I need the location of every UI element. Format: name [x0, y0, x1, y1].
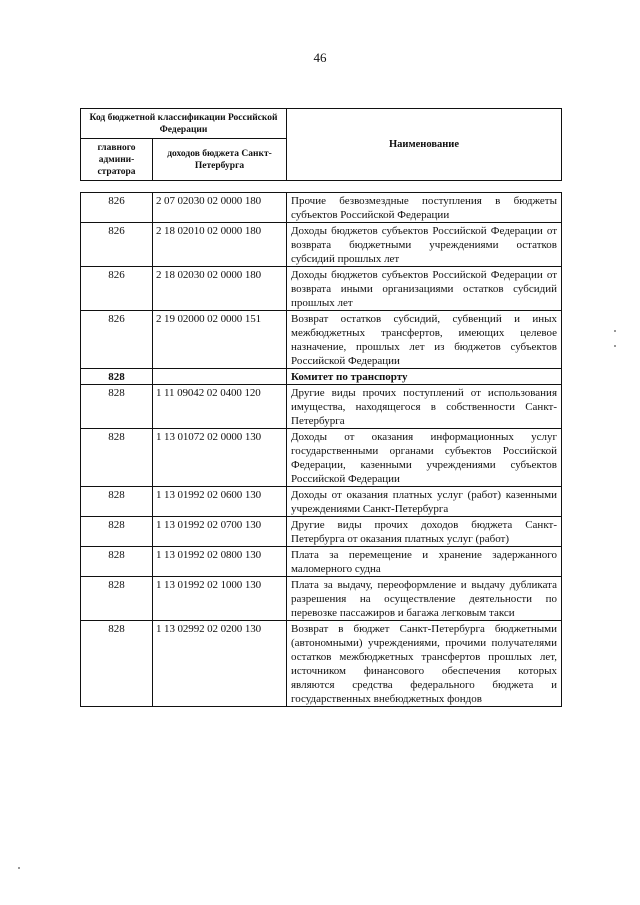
admin-code-cell: 828 — [81, 517, 153, 547]
revenue-code-cell: 1 13 01992 02 0600 130 — [153, 487, 287, 517]
revenue-code-cell: 1 13 01992 02 0700 130 — [153, 517, 287, 547]
revenue-code-cell: 2 19 02000 02 0000 151 — [153, 311, 287, 369]
revenue-code-cell: 1 11 09042 02 0400 120 — [153, 385, 287, 429]
revenue-name-cell: Прочие безвозмездные поступления в бюджеты субъектов Российской Федерации — [287, 193, 562, 223]
admin-code-cell: 828 — [81, 429, 153, 487]
revenue-name-cell: Доходы от оказания платных услуг (работ) казенными учреждениями Санкт-Петербурга — [287, 487, 562, 517]
revenue-code-cell — [153, 369, 287, 385]
table-section-row — [81, 369, 562, 385]
scan-speck — [614, 330, 616, 332]
revenue-code-cell: 1 13 02992 02 0200 130 — [153, 621, 287, 707]
header-code-col: доходов бюджета Санкт-Петербурга — [153, 139, 287, 181]
table-row — [81, 547, 562, 577]
revenue-code-cell: 2 18 02010 02 0000 180 — [153, 223, 287, 267]
revenue-code-cell: 1 13 01992 02 0800 130 — [153, 547, 287, 577]
table-row — [81, 311, 562, 369]
admin-code-cell: 828 — [81, 369, 153, 385]
scan-speck — [614, 345, 616, 347]
revenue-name-cell: Возврат остатков субсидий, субвенций и иных межбюджетных трансфертов, имеющих целевое назначение, прошлых лет из бюджетов субъектов Российской Федерации — [287, 311, 562, 369]
revenue-name-cell: Плата за перемещение и хранение задержанного маломерного судна — [287, 547, 562, 577]
admin-code-cell: 828 — [81, 547, 153, 577]
revenue-name-cell: Другие виды прочих доходов бюджета Санкт-Петербурга от оказания платных услуг (работ) — [287, 517, 562, 547]
table-row — [81, 429, 562, 487]
revenue-code-cell: 1 13 01072 02 0000 130 — [153, 429, 287, 487]
revenue-name-cell: Другие виды прочих поступлений от использования имущества, находящегося в собственности Санкт-Петербурга — [287, 385, 562, 429]
table-row — [81, 193, 562, 223]
admin-code-cell: 828 — [81, 385, 153, 429]
admin-code-cell: 828 — [81, 577, 153, 621]
table-row — [81, 385, 562, 429]
header-admin-col: главного админи-стратора — [81, 139, 153, 181]
revenue-name-cell: Возврат в бюджет Санкт-Петербурга бюджетными (автономными) учреждениями, прочими получателями остатков межбюджетных трансфертов прошлых лет, источником финансового обеспечения которых являются средства федерального бюджета и государственных внебюджетных фондов — [287, 621, 562, 707]
revenue-name-cell: Комитет по транспорту — [287, 369, 562, 385]
table-header — [80, 108, 562, 181]
revenue-code-cell: 1 13 01992 02 1000 130 — [153, 577, 287, 621]
table-row — [81, 487, 562, 517]
revenue-name-cell: Плата за выдачу, переоформление и выдачу дубликата разрешения на осуществление деятельности по перевозке пассажиров и багажа легковым такси — [287, 577, 562, 621]
table-row — [81, 577, 562, 621]
admin-code-cell: 828 — [81, 621, 153, 707]
revenue-name-cell: Доходы от оказания информационных услуг государственными органами субъектов Российской Федерации, казенными учреждениями субъектов Российской Федерации — [287, 429, 562, 487]
revenue-code-cell: 2 07 02030 02 0000 180 — [153, 193, 287, 223]
table-row — [81, 267, 562, 311]
admin-code-cell: 826 — [81, 267, 153, 311]
scan-speck — [18, 867, 20, 869]
table-row — [81, 621, 562, 707]
revenue-code-cell: 2 18 02030 02 0000 180 — [153, 267, 287, 311]
header-group-title: Код бюджетной классификации Российской Федерации — [81, 109, 287, 139]
budget-codes-table — [80, 192, 562, 707]
admin-code-cell: 826 — [81, 193, 153, 223]
table-row — [81, 223, 562, 267]
admin-code-cell: 828 — [81, 487, 153, 517]
table-row — [81, 517, 562, 547]
admin-code-cell: 826 — [81, 311, 153, 369]
header-name-col: Наименование — [287, 109, 562, 181]
revenue-name-cell: Доходы бюджетов субъектов Российской Федерации от возврата иными организациями остатков субсидий прошлых лет — [287, 267, 562, 311]
revenue-name-cell: Доходы бюджетов субъектов Российской Федерации от возврата бюджетными учреждениями остатков субсидий прошлых лет — [287, 223, 562, 267]
table-body — [81, 193, 562, 707]
admin-code-cell: 826 — [81, 223, 153, 267]
page-number: 46 — [313, 50, 327, 65]
